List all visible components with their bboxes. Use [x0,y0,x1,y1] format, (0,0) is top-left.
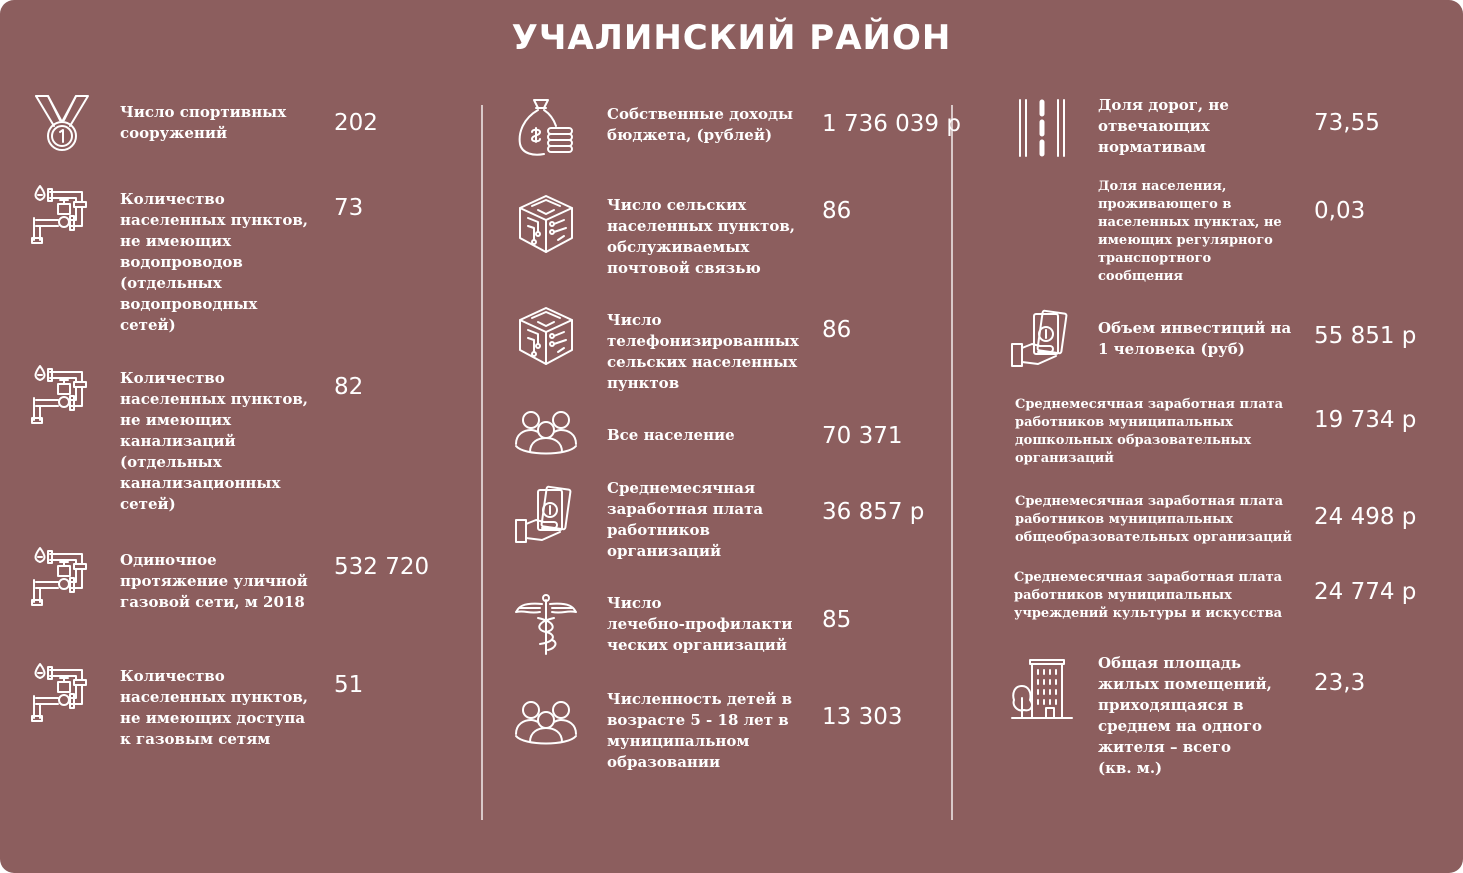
building-icon [1010,656,1074,720]
stat-label-line: сельских населенных [607,353,798,371]
people-icon [514,694,578,758]
stat-label-line: Число [607,311,662,329]
stat-label-line: Количество [120,667,225,685]
stat-value: 24 498 р [1314,504,1417,530]
stat-value: 1 736 039 р [822,111,961,137]
stat-label-line: телефонизированных [607,332,799,350]
stat-label-line: работников муниципальных [1014,588,1232,603]
stat-value: 86 [822,317,852,343]
stat-label-line: (отдельных [120,453,222,471]
stat-label-line: Количество [120,369,225,387]
stat-label-line: бюджета, (рублей) [607,126,773,144]
stat-label-line: пунктов [607,374,680,392]
stat-label-line: к газовым сетям [120,730,271,748]
stat-label [120,189,308,336]
stat-label-line: Число [607,594,662,612]
stat-label-line: организаций [1015,451,1114,466]
stat-label-line: Число сельских [607,196,747,214]
stat-value: 24 774 р [1314,579,1417,605]
stat-label-line: (кв. м.) [1098,759,1163,777]
stat-label-line: работников муниципальных [1015,512,1233,527]
stat-label-line: водопроводных [120,295,258,313]
stat-label-line: Общая площадь [1098,654,1242,672]
stat-label [120,666,308,750]
money-hand-icon [514,484,578,548]
stat-label-line: отвечающих [1098,117,1210,135]
stat-label [120,550,308,613]
stat-label-line: протяжение уличной [120,572,308,590]
stat-label [607,478,763,562]
stat-label-line: населенных пунктов, [607,217,795,235]
pipes-icon [30,660,94,724]
stat-value: 86 [822,198,852,224]
stat-label-line: работников муниципальных [1015,415,1233,430]
stat-label-line: ческих организаций [607,636,787,654]
money-bag-icon [514,96,578,160]
medal-icon [30,92,94,156]
stat-label-line: учреждений культуры и искусства [1014,606,1283,621]
stat-label-line: населенных пунктов, [120,688,308,706]
stat-label-line: среднем на одного [1098,717,1263,735]
stat-label-line: транспортного [1098,251,1212,266]
stat-label-line: лечебно-профилакти [607,615,793,633]
stat-label [1098,653,1272,779]
pipes-icon [30,544,94,608]
stat-label-line: проживающего в [1098,197,1232,212]
stat-value: 85 [822,607,852,633]
stat-label-line: муниципальном [607,732,750,750]
stat-label-line: Число спортивных [120,103,287,121]
stat-label-line: сооружений [120,124,228,142]
stat-label-line: Собственные доходы [607,105,794,123]
page-title: УЧАЛИНСКИЙ РАЙОН [511,18,952,58]
stat-label-line: жилых помещений, [1098,675,1272,693]
stat-label-line: Количество [120,190,225,208]
stat-label-line: (отдельных [120,274,222,292]
stat-label-line: населенных пунктов, [120,390,308,408]
stat-label [1015,396,1283,468]
stat-label-line: Доля дорог, не [1098,96,1229,114]
stat-label-line: Одиночное [120,551,217,569]
stat-label [607,195,795,279]
stat-value: 73,55 [1314,110,1380,136]
stat-label-line: жителя – всего [1098,738,1232,756]
stat-label [607,593,793,656]
stat-label [1014,569,1282,623]
stat-label-line: Доля населения, [1098,179,1227,194]
column-divider-right [951,105,953,820]
stat-label-line: почтовой связью [607,259,761,277]
stat-value: 55 851 р [1314,323,1417,349]
road-icon [1010,96,1074,160]
stat-label [1098,178,1282,286]
stat-value: 202 [334,110,378,136]
money-hand-icon [1010,308,1074,372]
stat-label [1098,318,1291,360]
stat-label-line: Среднемесячная заработная плата [1014,570,1283,585]
stat-value: 82 [334,374,364,400]
stat-label-line: Среднемесячная заработная плата [1015,397,1284,412]
stat-label-line: приходящаяся в [1098,696,1244,714]
stat-label-line: работников [607,521,710,539]
stat-value: 73 [334,195,364,221]
stat-label-line: сетей) [120,495,176,513]
pipes-icon [30,362,94,426]
stat-label-line: нормативам [1098,138,1206,156]
stat-label [607,689,792,773]
stat-label-line: Объем инвестиций на [1098,319,1292,337]
stat-label [607,310,799,394]
stat-label-line: водопроводов [120,253,243,271]
stat-label-line: организаций [607,542,722,560]
stat-value: 36 857 р [822,499,925,525]
stat-label-line: не имеющих доступа [120,709,306,727]
stat-label-line: возрасте 5 - 18 лет в [607,711,789,729]
stat-label-line: имеющих регулярного [1098,233,1273,248]
stat-label-line: дошкольных образовательных [1015,433,1252,448]
stat-label-line: Численность детей в [607,690,793,708]
stat-label-line: канализаций [120,432,236,450]
stat-label-line: газовой сети, м 2018 [120,593,305,611]
stat-label-line: населенных пунктов, [120,211,308,229]
network-cube-icon [514,192,578,256]
stat-value: 13 303 [822,704,903,730]
stat-label-line: общеобразовательных организаций [1015,530,1293,545]
people-icon [514,404,578,468]
stat-label-line: Среднемесячная [607,479,756,497]
stat-value: 23,3 [1314,670,1366,696]
stat-label-line: обслуживаемых [607,238,750,256]
stat-label-line: не имеющих [120,411,232,429]
stat-label [120,368,308,515]
column-divider-left [481,105,483,820]
stat-label-line: Среднемесячная заработная плата [1015,494,1284,509]
stat-label-line: Все население [607,426,735,444]
stat-value: 19 734 р [1314,407,1417,433]
stat-label [607,104,793,146]
stat-value: 0,03 [1314,198,1366,224]
stat-label-line: 1 человека (руб) [1098,340,1245,358]
stat-label-line: населенных пунктах, не [1098,215,1282,230]
stat-label-line: сетей) [120,316,176,334]
stat-label-line: образовании [607,753,721,771]
stat-label-line: канализационных [120,474,281,492]
stat-label-line: заработная плата [607,500,764,518]
network-cube-icon [514,304,578,368]
stat-label [1098,95,1229,158]
stat-value: 70 371 [822,423,903,449]
pipes-icon [30,182,94,246]
stat-label [1015,493,1292,547]
stat-label-line: сообщения [1098,269,1184,284]
stat-label-line: не имеющих [120,232,232,250]
stat-label [120,102,286,144]
stat-value: 532 720 [334,554,430,580]
stat-label [607,425,735,446]
caduceus-icon [514,592,578,656]
stat-value: 51 [334,672,364,698]
